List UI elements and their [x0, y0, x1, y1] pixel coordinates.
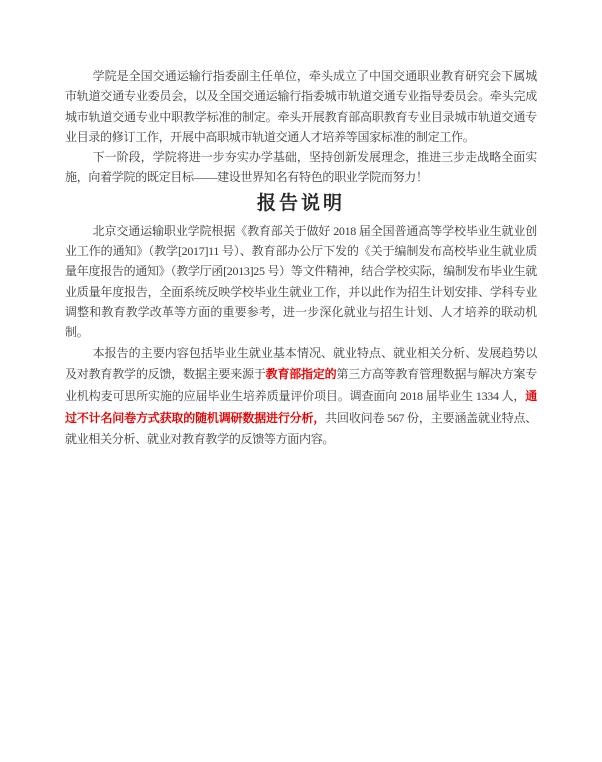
paragraph-next-stage-goal: 下一阶段，学院将进一步夯实办学基础，坚持创新发展理念，推进三步走战略全面实施，向着学院的既定目标——建设世界知名有特色的职业学院而努力！ — [65, 150, 537, 185]
paragraph-college-role: 学院是全国交通运输行指委副主任单位，牵头成立了中国交通职业教育研究会下属城市轨道交通专业委员会，以及全国交通运输行指委城市轨道交通专业指导委员会。牵头完成城市轨道交通专业中职教学标准的制定。牵头开展教育部高职教育专业目录城市轨道交通专业目录的修订工作，开展中高职城市轨道交通人才培养等国家标准的制定工作。 — [65, 69, 537, 144]
paragraph-report-basis: 北京交通运输职业学院根据《教育部关于做好 2018 届全国普通高等学校毕业生就业创业工作的通知》（教学[2017]11 号）、教育部办公厅下发的《关于编制发布高校毕业生就业质量年度报告的通知》（教学厅函[2013]25 号）等文件精神，结合学校实际，编制发布毕业生就业质量年度报告，全面系统反映学校毕业生就业工作，并以此作为招生计划安排、学科专业调整和教育教学改革等方面的重要参考，进一步深化就业与招生计划、人才培养的联动机制。 — [65, 223, 537, 340]
paragraph-report-content-survey — [65, 343, 537, 452]
body-text-run: 共回收问卷 567 份，主要涵盖就业特点、就业相关分析、就业对教育教学的反馈等方面内容。 — [65, 410, 538, 447]
document-content — [65, 66, 537, 451]
highlighted-red-text: 通过不计名问卷方式获取的随机调研数据进行分析， — [65, 388, 537, 425]
body-text-run: 第三方高等教育管理数据与解决方案专业机构麦可思所实施的应届毕业生培养质量评价项目。调查面向 2018 届毕业生 1334 人， — [65, 367, 538, 403]
section-heading-report-description: 报告说明 — [256, 192, 345, 214]
body-text-run: 本报告的主要内容包括毕业生就业基本情况、就业特点、就业相关分析、发展趋势以及对教育教学的反馈，数据主要来源于 — [65, 345, 537, 382]
highlighted-red-text: 教育部指定的 — [265, 367, 337, 382]
